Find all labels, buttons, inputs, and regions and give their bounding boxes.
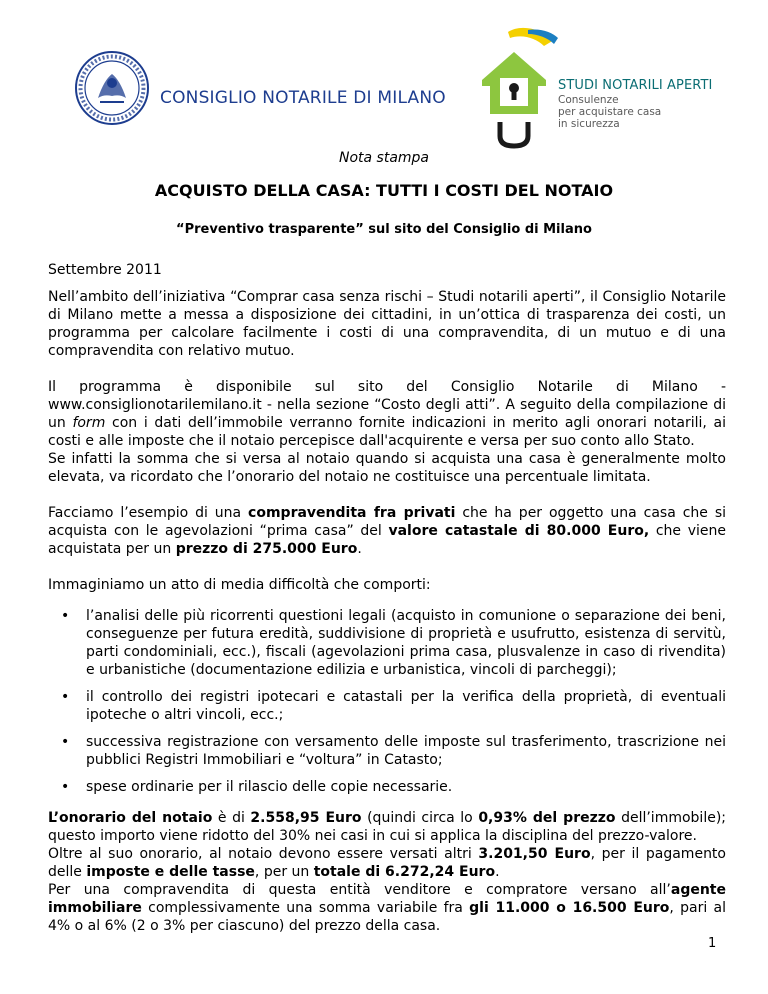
text-span: . xyxy=(357,541,362,557)
text-span: Il programma è disponibile sul sito del Consiglio Notarile di Milano - www.consiglionotarilemilano.it - nella sezione “Costo degli atti”. A seguito della compilazione di un xyxy=(48,379,726,431)
text-span: dell’immobile); questo importo viene ridotto del 30% nei casi in cui si applica la disciplina del prezzo-valore. xyxy=(48,810,726,844)
paragraph-intro: Nell’ambito dell’iniziativa “Comprar casa senza rischi – Studi notarili aperti”, il Consiglio Notarile di Milano mette a messa a disposizione dei cittadini, in un’ottica di trasparenza dei costi, un programma per calcolare facilmente i costi di una compravendita, di un mutuo e di una compravendita con relativo mutuo. xyxy=(48,289,726,359)
text-bold: prezzo di 275.000 Euro xyxy=(175,541,358,557)
text-span: è di xyxy=(212,810,251,826)
text-span: , pari al 4% o al 6% (2 o 3% per ciascuno) del prezzo della casa. xyxy=(48,900,726,934)
text-span: (quindi circa lo xyxy=(361,810,479,826)
paragraph-taxes xyxy=(48,845,726,881)
list-item-text: spese ordinarie per il rilascio delle copie necessarie. xyxy=(86,779,453,795)
paragraph-example xyxy=(48,504,726,558)
text-bold: compravendita fra privati xyxy=(248,505,456,521)
list-item-text: l’analisi delle più ricorrenti questioni legali (acquisto in comunione o separazione dei beni, conseguenze per futura eredità, suddivisione di proprietà e usufrutto, esistenza di servitù, parti condominiali, ecc.), fiscali (agevolazioni prima casa, plusvalenze in caso di rivendita) e urbanistiche (documentazione edilizia e urbanistica, vincoli di parcheggi); xyxy=(86,608,726,678)
bullet-marker: • xyxy=(61,779,70,795)
text-span: che viene acquistata per un xyxy=(48,523,726,557)
text-bold: totale di 6.272,24 Euro xyxy=(313,864,496,880)
list-item xyxy=(48,733,726,769)
seal-emblem-icon xyxy=(74,50,150,126)
text-span: , per il pagamento delle xyxy=(48,846,726,880)
paragraph-fee xyxy=(48,809,726,845)
bullet-list xyxy=(48,607,726,796)
text-span: Per una compravendita di questa entità venditore e compratore versano all’ xyxy=(48,882,671,898)
press-note-label: Nota stampa xyxy=(338,150,430,166)
text-bold: gli 11.000 o 16.500 Euro xyxy=(469,900,670,916)
list-item-text: il controllo dei registri ipotecari e catastali per la verifica della proprietà, di eventuali ipoteche o altri vincoli, ecc.; xyxy=(86,689,726,723)
page-number: 1 xyxy=(708,936,717,951)
text-bold: agente immobiliare xyxy=(48,882,726,916)
text-bold: 2.558,95 Euro xyxy=(250,810,362,826)
sna-subtitle xyxy=(558,94,661,130)
text-bold: imposte e delle tasse xyxy=(86,864,255,880)
paragraph-imagine: Immaginiamo un atto di media difficoltà che comporti: xyxy=(48,577,431,593)
text-bold: 3.201,50 Euro xyxy=(478,846,591,862)
document-title: ACQUISTO DELLA CASA: TUTTI I COSTI DEL NOTAIO xyxy=(154,181,614,200)
document-body xyxy=(48,288,726,935)
list-item xyxy=(48,688,726,724)
sna-subtitle-line: Consulenze xyxy=(558,94,619,106)
text-bold: valore catastale di 80.000 Euro, xyxy=(388,523,650,539)
list-item xyxy=(48,778,726,796)
house-keyhole-icon xyxy=(478,26,558,150)
paragraph-program xyxy=(48,378,726,450)
text-span: . xyxy=(495,864,500,880)
letterhead xyxy=(0,0,768,150)
bullet-marker: • xyxy=(61,689,70,705)
consiglio-notarile-name: CONSIGLIO NOTARILE DI MILANO xyxy=(160,88,446,108)
text-bold: 0,93% del prezzo xyxy=(478,810,616,826)
text-italic: form xyxy=(72,415,106,431)
text-span: che ha per oggetto una casa che si acquista con le agevolazioni “prima casa” del xyxy=(48,505,727,539)
document-subtitle: “Preventivo trasparente” sul sito del Consiglio di Milano xyxy=(176,222,592,237)
list-item xyxy=(48,607,726,679)
text-span: complessivamente una somma variabile fra xyxy=(141,900,470,916)
bullet-marker: • xyxy=(61,734,70,750)
consiglio-notarile-logo xyxy=(48,50,468,130)
text-span: Facciamo l’esempio di una xyxy=(48,505,249,521)
paragraph-note: Se infatti la somma che si versa al notaio quando si acquista una casa è generalmente molto elevata, va ricordato che l’onorario del notaio ne costituisce una percentuale limitata. xyxy=(48,451,726,485)
studi-notarili-aperti-logo xyxy=(478,26,738,150)
paragraph-agent xyxy=(48,881,726,935)
text-span: Oltre al suo onorario, al notaio devono essere versati altri xyxy=(48,846,479,862)
sna-subtitle-line: per acquistare casa xyxy=(558,106,662,118)
list-item-text: successiva registrazione con versamento delle imposte sul trasferimento, trascrizione nei pubblici Registri Immobiliari e “voltura” in Catasto; xyxy=(86,734,726,768)
sna-subtitle-line: in sicurezza xyxy=(558,118,620,130)
text-span: con i dati dell’immobile verranno fornite indicazioni in merito agli onorari notarili, ai costi e alle imposte che il notaio percepisce dall'acquirente e versa per suo conto allo Stato. xyxy=(48,415,726,449)
sna-title: STUDI NOTARILI APERTI xyxy=(558,78,713,93)
bullet-marker: • xyxy=(61,608,70,624)
text-span: , per un xyxy=(254,864,314,880)
text-bold: L’onorario del notaio xyxy=(48,810,213,826)
document-date: Settembre 2011 xyxy=(48,262,162,278)
